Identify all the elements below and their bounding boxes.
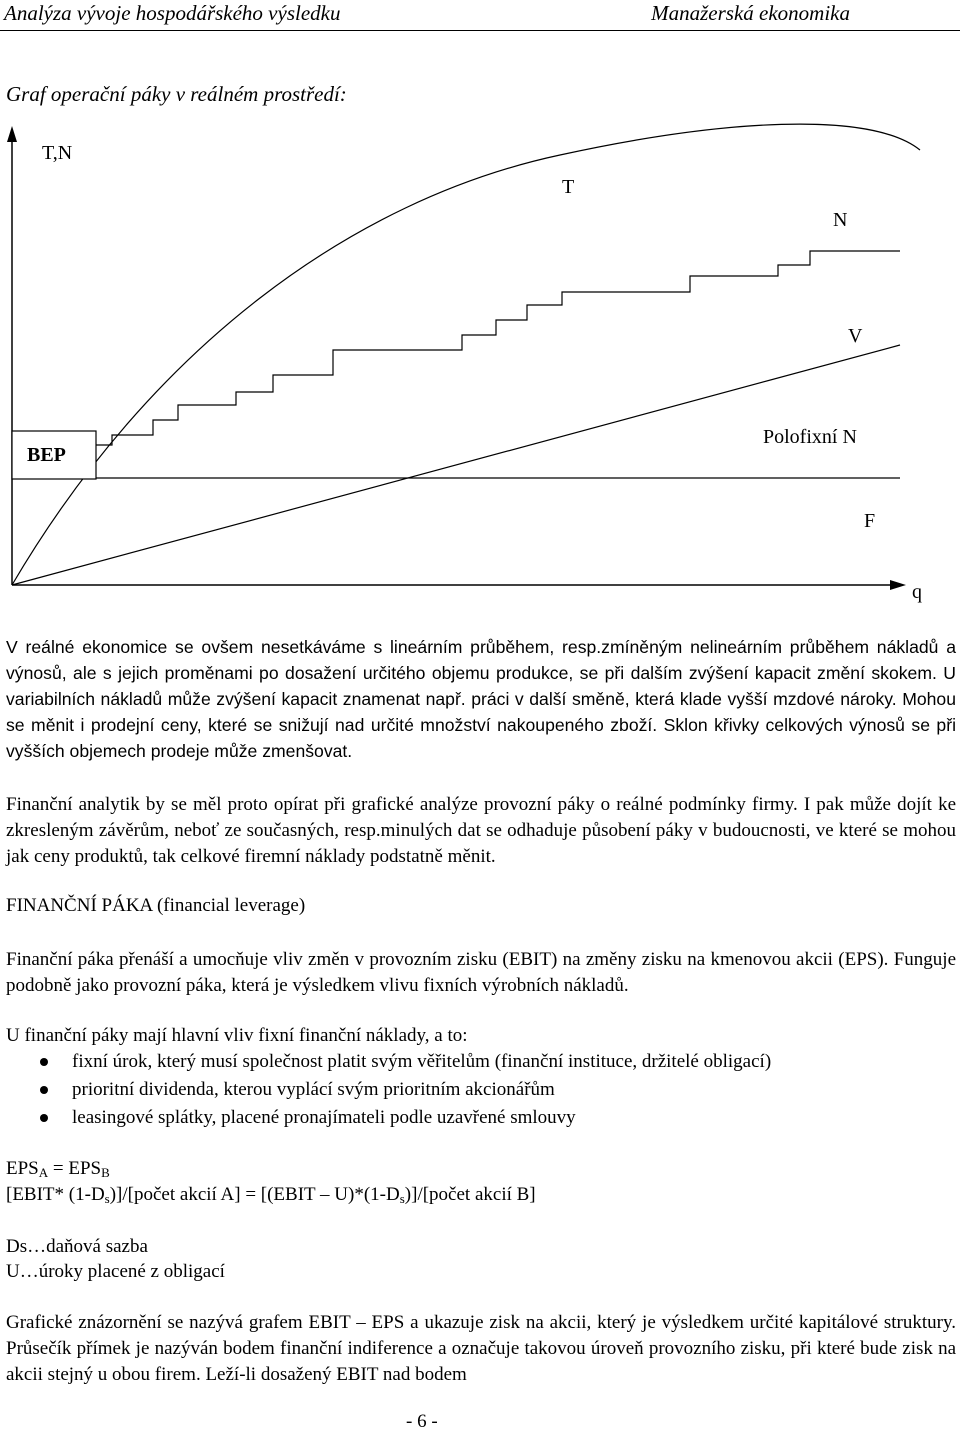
definition-tax-rate: Ds…daňová sazba — [6, 1236, 148, 1257]
revenue-label: T — [562, 176, 575, 198]
page-number: - 6 - — [406, 1411, 438, 1432]
revenue-curve — [12, 124, 920, 585]
header-left-title: Analýza vývoje hospodářského výsledku — [4, 1, 341, 25]
running-header — [0, 0, 960, 31]
semi-fixed-cost-label: Polofixní N — [763, 426, 857, 448]
fixed-costs-list — [40, 1048, 771, 1132]
formula-eps-expanded: [EBIT* $(1-D_s)]/[počet$ akcií A] = [(EBIT – $U)*(1-D_s)]/[počet$ akcií B] — [6, 1184, 536, 1206]
total-cost-label: N — [833, 209, 848, 231]
bullet-icon — [40, 1114, 48, 1122]
paragraph-analyst: Finanční analytik by se měl proto opírat při grafické analýze provozní páky o reálné podmínky firmy. I pak může dojít ke zkresleným závěrům, neboť ze současných, resp.minulých dat se odhaduje působení páky v budoucnosti, ve které se mohou jak ceny produktů, tak celkové firemní náklady podstatně měnit. — [6, 794, 956, 867]
paragraph-financial-leverage: Finanční páka přenáší a umocňuje vliv změn v provozním zisku (EBIT) na změny zisku na kmenovou akcii (EPS). Funguje podobně jako provozní páka, která je výsledkem vlivu fixních výrobních nákladů. — [6, 949, 956, 996]
variable-cost-label: V — [848, 325, 863, 347]
list-item: leasingové splátky, placené pronajímateli podle uzavřené smlouvy — [40, 1104, 771, 1132]
paragraph-fixed-costs-intro: U finanční páky mají hlavní vliv fixní finanční náklady, a to: — [6, 1025, 468, 1046]
graph-title: Graf operační páky v reálném prostředí: — [6, 82, 347, 106]
fixed-cost-label: F — [864, 510, 876, 532]
definition-interest: U…úroky placené z obligací — [6, 1261, 225, 1282]
header-right-title: Manažerská ekonomika — [651, 1, 850, 25]
paragraph-real-economy: V reálné ekonomice se ovšem nesetkáváme s lineárním průběhem, resp.zmíněným nelineárním průběhem nákladů a výnosů, ale s jejich proměnami po dosažení určitého objemu produkce, se při dalším zvýšení kapacit změní skokem. U variabilních nákladů může zvýšení kapacit znamenat např. práci v další směně, která klade vyšší mzdové nároky. Mohou se měnit i prodejní ceny, které se snižují nad určité množství nakoupeného zboží. Sklon křivky celkových výnosů se při vyšších objemech prodeje může zmenšovat. — [6, 637, 956, 761]
formula-eps-equality: $EPS_A = EPS_B$ — [6, 1158, 110, 1180]
list-item: fixní úrok, který musí společnost platit svým věřitelům (finanční instituce, držitelé obligací) — [40, 1048, 771, 1076]
list-item: prioritní dividenda, kterou vyplácí svým prioritním akcionářům — [40, 1076, 771, 1104]
section-heading: FINANČNÍ PÁKA (financial leverage) — [6, 895, 306, 916]
y-axis-label: T,N — [42, 142, 73, 164]
paragraph-ebit-eps-graph: Grafické znázornění se nazývá grafem EBIT – EPS a ukazuje zisk na akcii, který je výsledkem určité kapitálové struktury. Průsečík přímek je nazýván bodem finanční indiference a označuje takovou úroveň provozního zisku, při které bude zisk na akcii stejný u obou firem. Leží-li dosažený EBIT nad bodem — [6, 1312, 956, 1385]
x-axis-arrow-icon — [890, 580, 906, 590]
bep-label: BEP — [27, 444, 66, 466]
x-axis-label: q — [912, 581, 922, 603]
y-axis-arrow-icon — [7, 126, 17, 142]
total-cost-line — [12, 345, 900, 585]
bullet-icon — [40, 1058, 48, 1066]
bullet-icon — [40, 1086, 48, 1094]
operating-leverage-graph — [0, 110, 960, 610]
